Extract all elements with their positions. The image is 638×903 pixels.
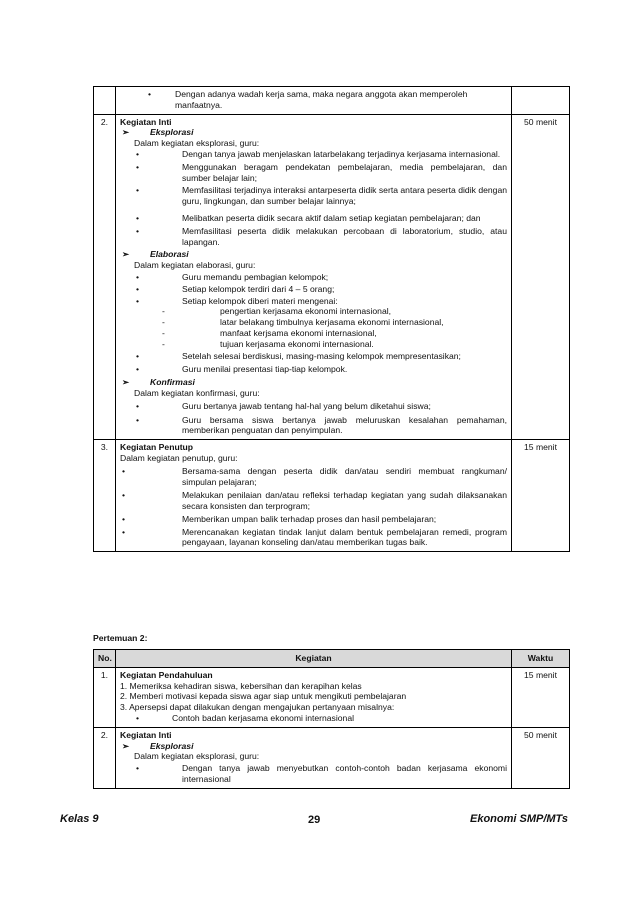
list-item: • Bersama-sama dengan peserta didik dan/atau sendiri membuat rangkuman/ simpulan pelajaran; [122, 465, 507, 487]
eksplorasi-list [120, 149, 507, 247]
section-intro: Dalam kegiatan eksplorasi, guru: [134, 751, 260, 762]
activity-title: Kegiatan Inti [120, 729, 172, 740]
table-row [94, 440, 570, 552]
activity-cell [116, 727, 512, 788]
column-header: Kegiatan [116, 650, 512, 668]
activity-table-1 [93, 86, 570, 552]
section-intro: Dalam kegiatan penutup, guru: [120, 452, 238, 463]
section-heading: Pertemuan 2: [93, 633, 148, 643]
list-item: • Dengan tanya jawab menjelaskan latarbelakang terjadinya kerjasama internasional. [136, 148, 501, 159]
row-number: 2. [94, 727, 116, 788]
elaborasi-list [120, 272, 507, 375]
section-konfirmasi: ➢ Konfirmasi [122, 377, 195, 388]
arrow-icon: ➢ [122, 740, 130, 751]
dash-item: - latar belakang timbulnya kerjasama ekonomi internasional, [162, 317, 444, 328]
activity-cell [116, 667, 512, 727]
arrow-icon: ➢ [122, 377, 130, 388]
footer-left: Kelas 9 [60, 813, 99, 825]
list-item: • Memfasilitasi terjadinya interaksi antarpeserta didik serta antara peserta didik dengan guru, lingkungan, dan sumber belajar lainnya; [136, 185, 507, 207]
section-intro: Dalam kegiatan elaborasi, guru: [134, 260, 256, 271]
list-item: • Guru bersama siswa bertanya jawab meluruskan kesalahan pemahaman, memberikan penguatan dan penyimpulan. [136, 414, 507, 436]
activity-title: Kegiatan Inti [120, 116, 172, 127]
activity-title: Kegiatan Pendahuluan [120, 669, 213, 680]
table-row [94, 114, 570, 440]
list-item: • Setelah selesai berdiskusi, masing-masing kelompok mempresentasikan; [136, 350, 461, 361]
duration: 15 menit [512, 667, 570, 727]
list-item: • Guru bertanya jawab tentang hal-hal yang belum diketahui siswa; [136, 400, 431, 411]
list-item: • Melakukan penilaian dan/atau refleksi terhadap kegiatan yang sudah dilaksanakan secara konsisten dan terprogram; [122, 490, 507, 512]
activity-cell [116, 440, 512, 552]
konfirmasi-list [120, 401, 507, 436]
duration: 50 menit [512, 727, 570, 788]
activity-table-2 [93, 649, 570, 789]
list-item: • Setiap kelompok terdiri dari 4 – 5 orang; [136, 283, 335, 294]
list-item: • Contoh badan kerjasama ekonomi internasional [136, 712, 355, 723]
section-intro: Dalam kegiatan eksplorasi, guru: [134, 138, 260, 149]
section-elaborasi: ➢ Elaborasi [122, 249, 189, 260]
row-number: 3. [94, 440, 116, 552]
arrow-icon: ➢ [122, 249, 130, 260]
arrow-icon: ➢ [122, 127, 130, 138]
activity-cell [116, 114, 512, 440]
list-item: • Guru memandu pembagian kelompok; [136, 271, 329, 282]
section-eksplorasi: ➢ Eksplorasi [122, 740, 194, 751]
list-item: • Dengan adanya wadah kerja sama, maka negara anggota akan memperoleh manfaatnya. [148, 89, 468, 110]
list-item: • Guru menilai presentasi tiap-tiap kelompok. [136, 364, 348, 375]
table-row [94, 87, 570, 115]
duration: 15 menit [512, 440, 570, 552]
list-item: • Memfasilitasi peserta didik melakukan percobaan di laboratorium, studio, atau lapangan. [136, 225, 507, 247]
list-item: • Melibatkan peserta didik secara aktif dalam setiap kegiatan pembelajaran; dan [136, 212, 481, 223]
dash-item: - tujuan kerjasama ekonomi internasional. [162, 338, 374, 349]
list-item: • Dengan tanya jawab menyebutkan contoh-contoh badan kerjasama ekonomi internasional [136, 763, 507, 784]
step-item: 3. Apersepsi dapat dilakukan dengan mengajukan pertanyaan misalnya: [120, 702, 395, 713]
section-intro: Dalam kegiatan konfirmasi, guru: [134, 387, 260, 398]
table-row [94, 727, 570, 788]
list-item: • Memberikan umpan balik terhadap proses dan hasil pembelajaran; [122, 513, 437, 524]
row-number: 1. [94, 667, 116, 727]
dash-item: - manfaat kerjsama ekonomi internasional, [162, 327, 377, 338]
table-row [94, 667, 570, 727]
duration: 50 menit [512, 114, 570, 440]
table-header-row [94, 650, 570, 668]
column-header: No. [94, 650, 116, 668]
list-item: • Setiap kelompok diberi materi mengenai: [136, 295, 338, 306]
list-item: • Menggunakan beragam pendekatan pembelajaran, media pembelajaran, dan sumber belajar lain; [136, 161, 507, 183]
list-item: • Merencanakan kegiatan tindak lanjut dalam bentuk pembelajaran remedi, program pengayaan, layanan konseling dan/atau memberikan tugas baik. [122, 526, 507, 548]
step-item: 2. Memberi motivasi kepada siswa agar siap untuk mengikuti pembelajaran [120, 691, 407, 702]
column-header: Waktu [512, 650, 570, 668]
footer-right: Ekonomi SMP/MTs [470, 813, 568, 825]
section-eksplorasi: ➢ Eksplorasi [122, 127, 194, 138]
dash-item: - pengertian kerjasama ekonomi internasional, [162, 306, 392, 317]
row-number: 2. [94, 114, 116, 440]
activity-title: Kegiatan Penutup [120, 442, 194, 453]
step-item: 1. Memeriksa kehadiran siswa, kebersihan dan kerapihan kelas [120, 680, 362, 691]
page-number: 29 [308, 814, 321, 826]
